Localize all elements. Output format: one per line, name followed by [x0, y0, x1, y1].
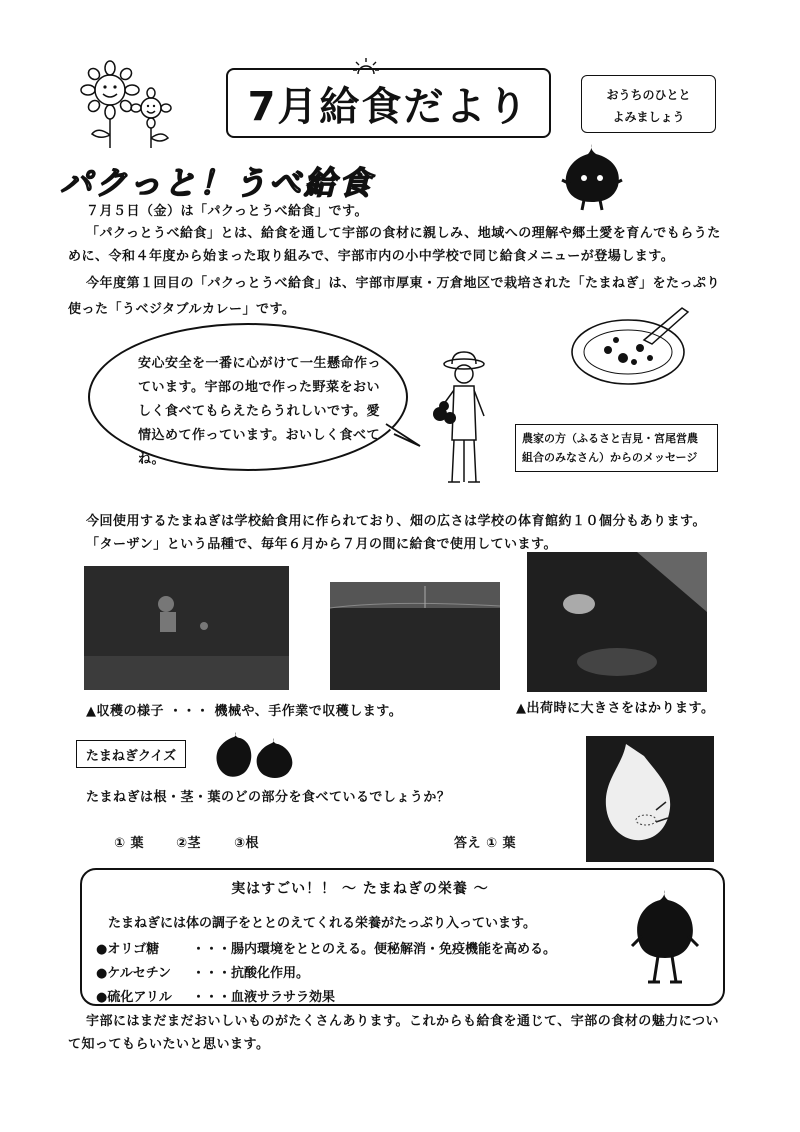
- nutrient-desc: ・・・抗酸化作用。: [192, 966, 310, 981]
- intro-line-4: 今年度第１回目の「パクっとうべ給食」は、宇部市厚東・万倉地区で栽培された「たまねぎ」をたっぷり: [86, 276, 720, 291]
- quiz-question: たまねぎは根・茎・葉のどの部分を食べているでしょうか？: [86, 790, 451, 805]
- nutrient-desc: ・・・腸内環境をととのえる。便秘解消・免疫機能を高める。: [192, 942, 557, 957]
- shipping-photo: [527, 552, 707, 692]
- intro-line-3: めに、令和４年度から始まった取り組みで、宇部市内の小中学校で同じ給食メニューが登場します。: [68, 249, 675, 264]
- sunflower-illustration: [76, 60, 176, 150]
- farmer-caption-line-1: 農家の方（ふるさと吉見・宮尾営農: [522, 432, 698, 445]
- newsletter-title: 7月給食だより: [247, 83, 530, 130]
- shipping-caption: ▲出荷時に大きさをはかります。: [516, 701, 715, 716]
- onion-mascot-large-icon: [628, 888, 702, 988]
- closing-line-1: 宇部にはまだまだおいしいものがたくさんあります。これからも給食を通じて、宇部の食材の魅力につい: [86, 1014, 719, 1029]
- farmer-caption-line-2: 組合のみなさん）からのメッセージ: [522, 451, 698, 464]
- nutrition-item: [96, 986, 335, 1005]
- note-line-2: よみましょう: [612, 110, 685, 124]
- harvest-caption: ▲収穫の様子 ・・・ 機械や、手作業で収穫します。: [86, 704, 403, 719]
- onion-field-photo: [330, 582, 500, 690]
- intro-line-2: 「パクっとうべ給食」とは、給食を通して宇部の食材に親しみ、地域への理解や郷土愛を育んでもらうた: [86, 226, 721, 241]
- closing-line-2: て知ってもらいたいと思います。: [68, 1037, 270, 1052]
- onion-mascot-icon: [556, 140, 628, 212]
- quiz-option-1: ① 葉: [114, 836, 145, 851]
- quiz-option-3: ③根: [234, 836, 260, 851]
- harvest-photo-1: [84, 566, 289, 690]
- nutrition-title: 実はすごい！！ ～ たまねぎの栄養 ～: [231, 881, 489, 897]
- curry-plate-illustration: [568, 300, 698, 390]
- section-heading: パクっと！うべ給食: [60, 164, 374, 202]
- nutrition-intro: たまねぎには体の調子をととのえてくれる栄養がたっぷり入っています。: [108, 916, 536, 931]
- farmer-message-caption: [515, 424, 718, 472]
- intro-line-1: ７月５日（金）は「パクっとうべ給食」です。: [86, 204, 368, 219]
- quiz-option-2: ②茎: [176, 836, 202, 851]
- onion-icon: [214, 728, 298, 780]
- farmer-message: 安心安全を一番に心がけて一生懸命作っています。宇部の地で作った野菜をおいしく食べてもらえたらうれしいです。愛情込めて作っています。おいしく食べてね。: [138, 356, 382, 467]
- nutrition-item: [96, 962, 309, 981]
- read-together-note: [581, 75, 716, 133]
- onion-info-line-1: 今回使用するたまねぎは学校給食用に作られており、畑の広さは学校の体育館約１０個分もあります。: [86, 514, 706, 529]
- nutrient-name: ●ケルセチン: [96, 966, 172, 981]
- nutrition-item: [96, 938, 556, 957]
- nutrient-name: ●オリゴ糖: [96, 942, 160, 957]
- note-line-1: おうちのひとと: [606, 88, 691, 102]
- farmer-illustration: [428, 350, 498, 490]
- quiz-answer: 答え ① 葉: [454, 836, 517, 851]
- onion-info-line-2: 「ターザン」という品種で、毎年６月から７月の間に給食で使用しています。: [86, 537, 557, 552]
- newsletter-title-box: [226, 68, 551, 138]
- onion-cross-section-photo: [586, 736, 714, 862]
- sun-icon: [352, 56, 380, 76]
- nutrient-name: ●硫化アリル: [96, 990, 172, 1005]
- nutrient-desc: ・・・血液サラサラ効果: [192, 990, 336, 1005]
- speech-bubble-tail: [384, 420, 424, 450]
- onion-quiz-tag: たまねぎクイズ: [76, 740, 186, 768]
- intro-line-5: 使った「うベジタブルカレー」です。: [68, 302, 296, 317]
